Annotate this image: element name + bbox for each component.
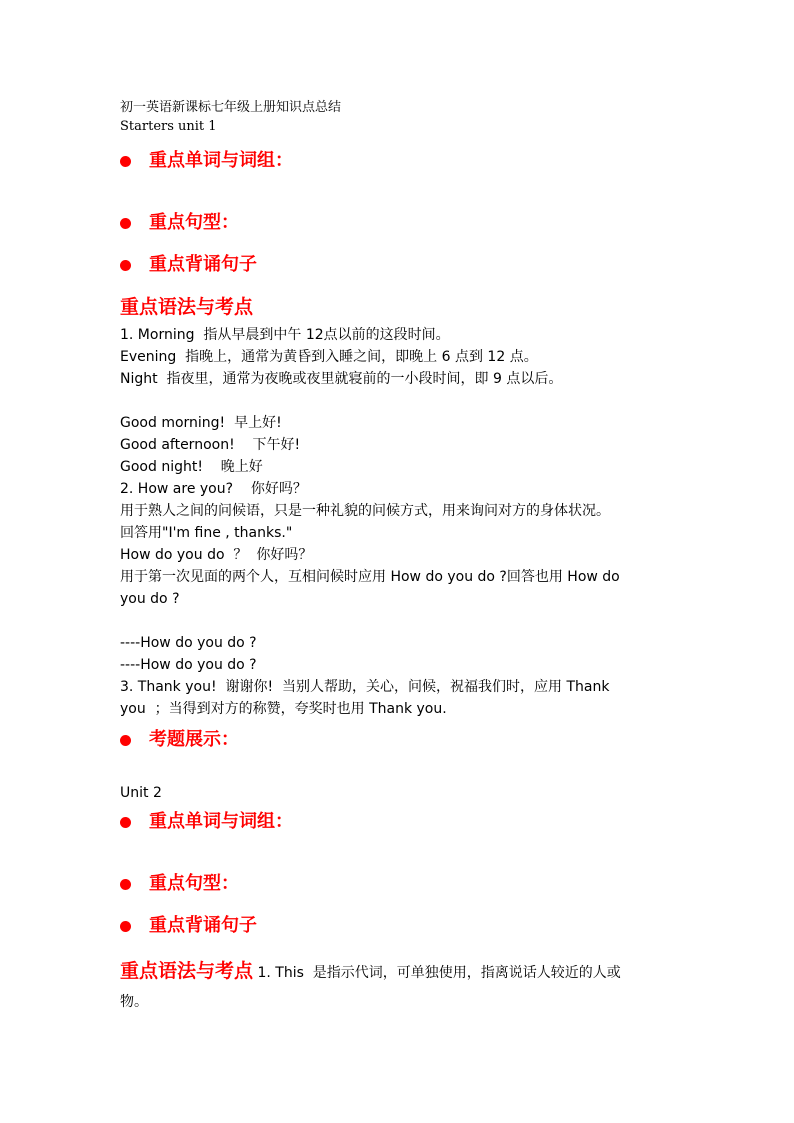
u1-line-1: 1. Morning 指从早晨到中午 12点以前的这段时间。 bbox=[120, 327, 450, 343]
document-title: 初一英语新课标七年级上册知识点总结 bbox=[120, 100, 342, 115]
bullet-icon bbox=[120, 817, 131, 828]
u1-line-3: Night 指夜里，通常为夜晚或夜里就寝前的一小段时间，即 9 点以后。 bbox=[120, 371, 563, 387]
u1-line-16: you ；当得到对方的称赞，夸奖时也用 Thank you. bbox=[120, 701, 447, 717]
u1-line-11: 用于第一次见面的两个人，互相问候时应用 How do you do ?回答也用 How do bbox=[120, 569, 620, 585]
u2-heading-words-text: 重点单词与词组： bbox=[149, 811, 293, 832]
u2-grammar-text: 1. This 是指示代词，可单独使用，指离说话人较近的人或 bbox=[253, 965, 621, 981]
bullet-icon bbox=[120, 260, 131, 271]
u2-heading-sentences bbox=[120, 872, 680, 896]
u2-heading-recite bbox=[120, 914, 680, 938]
u1-heading-sentences-text: 重点句型： bbox=[149, 212, 239, 233]
u1-line-9: 回答用"I'm fine , thanks." bbox=[120, 525, 293, 541]
bullet-icon bbox=[120, 735, 131, 746]
u1-line-15: 3. Thank you! 谢谢你! 当别人帮助，关心，问候，祝福我们时，应用 Thank bbox=[120, 679, 610, 695]
u2-heading-words bbox=[120, 810, 680, 834]
u1-heading-recite bbox=[120, 253, 680, 277]
document-page bbox=[120, 98, 680, 1016]
u1-line-4: Good morning! 早上好! bbox=[120, 415, 282, 431]
bullet-icon bbox=[120, 921, 131, 932]
u1-line-7: 2. How are you? 你好吗？ bbox=[120, 481, 307, 497]
u1-heading-words-text: 重点单词与词组： bbox=[149, 150, 293, 171]
u1-line-2: Evening 指晚上，通常为黄昏到入睡之间，即晚上 6 点到 12 点。 bbox=[120, 349, 538, 365]
unit1-label: Starters unit 1 bbox=[120, 119, 217, 134]
u1-line-8: 用于熟人之间的问候语，只是一种礼貌的问候方式，用来询问对方的身体状况。 bbox=[120, 503, 610, 519]
u1-line-13: ----How do you do ? bbox=[120, 635, 257, 651]
u2-grammar-line bbox=[120, 956, 680, 988]
u2-grammar-line-2: 物。 bbox=[120, 994, 148, 1010]
u1-line-14: ----How do you do ? bbox=[120, 657, 257, 673]
u1-line-12: you do ? bbox=[120, 591, 180, 607]
u1-heading-recite-text: 重点背诵句子 bbox=[149, 254, 257, 275]
u1-heading-sentences bbox=[120, 211, 680, 235]
u2-heading-sentences-text: 重点句型： bbox=[149, 873, 239, 894]
bullet-icon bbox=[120, 879, 131, 890]
u2-heading-grammar: 重点语法与考点 bbox=[120, 960, 254, 982]
u1-line-5: Good afternoon! 下午好! bbox=[120, 437, 301, 453]
u1-line-6: Good night! 晚上好 bbox=[120, 459, 263, 475]
u1-line-10: How do you do ？ 你好吗？ bbox=[120, 547, 313, 563]
bullet-icon bbox=[120, 218, 131, 229]
bullet-icon bbox=[120, 156, 131, 167]
u1-heading-grammar: 重点语法与考点 bbox=[120, 296, 254, 318]
u1-heading-words bbox=[120, 149, 680, 173]
blank-line bbox=[120, 610, 680, 632]
unit2-label: Unit 2 bbox=[120, 785, 162, 801]
u1-heading-exam bbox=[120, 728, 680, 752]
u2-heading-recite-text: 重点背诵句子 bbox=[149, 915, 257, 936]
u1-heading-exam-text: 考题展示： bbox=[149, 729, 239, 750]
blank-line bbox=[120, 390, 680, 412]
